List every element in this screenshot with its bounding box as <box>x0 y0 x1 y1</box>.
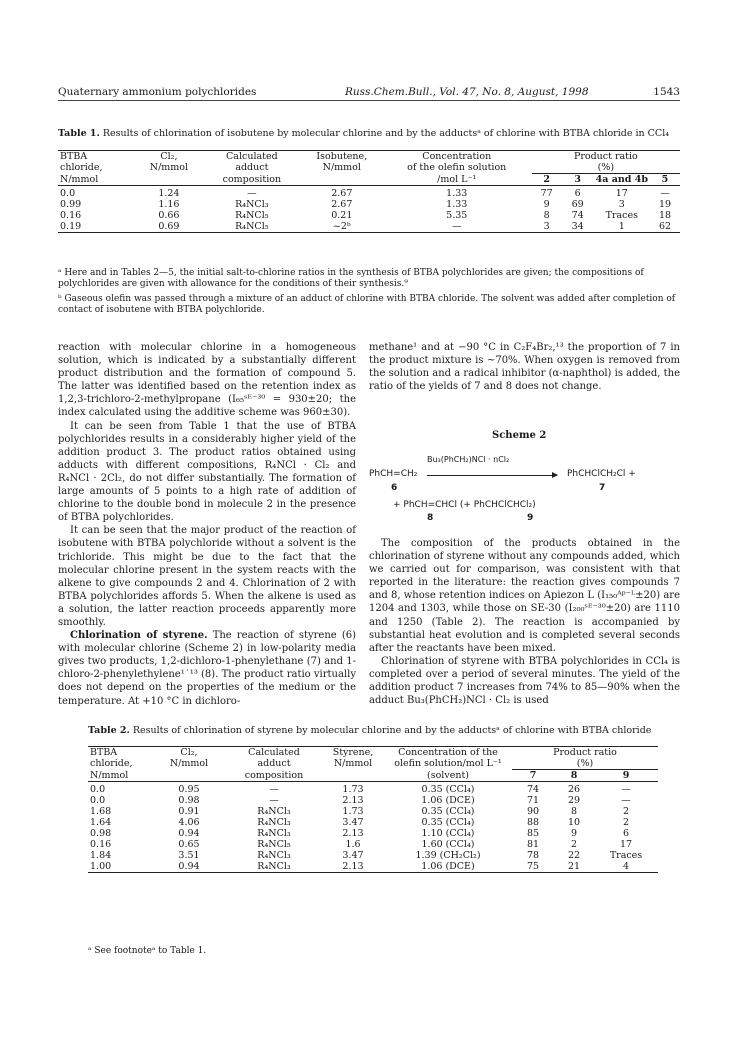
t2-cell: 90 <box>526 806 540 817</box>
t1-cell: 6 <box>574 188 581 199</box>
t1-cell: 3 <box>618 199 625 210</box>
table1-caption-text: Results of chlorination of isobutene by molecular chlorine and by the adductsᵃ of chlorine with BTBA chloride in CCl₄ <box>102 128 670 139</box>
t1-cell: 2.67 <box>331 188 353 199</box>
t2-cell: 29 <box>567 795 581 806</box>
t1-row <box>58 186 680 200</box>
t2-row <box>88 839 658 850</box>
right-paragraph-2: The composition of the products obtained in the chlorination of styrene without any compounds added, which we carried out for comparison, was consistent with that reported in the literature: the reaction gives compounds 7 and 8, whose retention indices on Apiezon L (I₁₅₀ᴬᵖ⁻ᴸ±20) are 1204 and 1303, while those on SE-30 (I₂₀₀ˢᴱ⁻³⁰±20) are 1110 and 1250 (Table 2). The reaction is accompanied by substantial heat evolution and is completed several seconds after the reactants have been mixed. <box>369 538 680 654</box>
t2-cell: R₄NCl₅ <box>257 839 291 850</box>
t1-row <box>58 199 680 210</box>
t2-cell: 9 <box>570 828 578 839</box>
t1-h5b: of the olefin solution <box>407 162 507 173</box>
t1-h1c: N/mmol <box>58 174 136 186</box>
t2-cell: 0.35 (CCl₄) <box>421 784 475 795</box>
left-column <box>58 341 356 708</box>
t1-cell: 1.16 <box>158 199 180 210</box>
t2-cell: 0.94 <box>152 861 226 873</box>
t1-sub-2: 2 <box>532 174 562 186</box>
t2-h3c: composition <box>226 770 322 782</box>
t2-h4a: Styrene, <box>322 747 384 759</box>
t2-h6a: Product ratio <box>512 747 658 759</box>
t2-sub-8: 8 <box>554 770 594 782</box>
t2-cell: 0.98 <box>90 828 112 839</box>
t2-cell: R₄NCl₃ <box>226 861 322 873</box>
t2-cell: — <box>269 784 279 795</box>
t2-cell: 26 <box>567 784 581 795</box>
t2-h5c: (solvent) <box>384 770 512 782</box>
scheme-reactant: PhCH=CH₂ <box>369 469 418 479</box>
table1 <box>58 150 680 233</box>
t1-cell: 19 <box>658 199 672 210</box>
scheme-title: Scheme 2 <box>492 430 547 441</box>
t1-cell: 2.67 <box>331 199 353 210</box>
t1-cell: R₄NCl₅ <box>202 221 302 233</box>
t2-cell: 1.73 <box>342 806 364 817</box>
t1-cell: 74 <box>571 210 584 221</box>
t1-cell: 62 <box>650 221 680 233</box>
t2-cell: 1.06 (DCE) <box>384 861 512 873</box>
table1-footnote-a: ᵃ Here and in Tables 2—5, the initial salt-to-chlorine ratios in the synthesis of BTBA polychlorides are given; the compositions of polychlorides are given with allowance for the conditions of their synthesis.⁹ <box>58 268 644 289</box>
page-number: 1543 <box>653 86 680 98</box>
right-column-top <box>369 341 680 393</box>
t2-cell: 21 <box>554 861 594 873</box>
t2-cell: 74 <box>526 784 540 795</box>
t1-h1a: BTBA <box>58 151 136 163</box>
t1-h5a: Concentration <box>382 151 532 163</box>
t2-h4b: N/mmol <box>333 758 373 769</box>
t1-h3a: Calculated <box>202 151 302 163</box>
t2-row <box>88 806 658 817</box>
section-heading-styrene: Chlorination of styrene. <box>70 630 208 642</box>
t2-cell: 0.0 <box>90 795 106 806</box>
t2-row <box>88 850 658 861</box>
right-paragraph-1: methane¹ and at −90 °C in C₂F₄Br₂,¹³ the proportion of 7 in the product mixture is ~70%. When oxygen is removed from the solution and a radical inhibitor (α-naphthol) is added, the ratio of the yields of 7 and 8 does not change. <box>369 342 680 393</box>
t2-h3b: adduct <box>257 758 291 769</box>
t2-cell: 3.51 <box>178 850 200 861</box>
scheme-num-7: 7 <box>599 483 606 493</box>
table2 <box>88 746 658 873</box>
t2-cell: — <box>621 795 631 806</box>
t2-cell: 0.16 <box>90 839 112 850</box>
t1-cell: 69 <box>571 199 584 210</box>
left-paragraph-1: reaction with molecular chlorine in a homogeneous solution, which is indicated by a substantially different product distribution and the formation of compound 5. The latter was identified based on the retention index as 1,2,3-trichloro-2-methylpropane (I₆₅ˢᴱ⁻³⁰ = 930±20; the index calculated using the additive scheme was 960±30). <box>58 342 356 419</box>
t2-sub-9: 9 <box>594 770 658 782</box>
scheme-product-7: PhCHClCH₂Cl + <box>567 469 636 479</box>
t2-cell: 2.13 <box>342 828 364 839</box>
t2-cell: 1.73 <box>342 784 364 795</box>
t1-h4b: N/mmol <box>322 162 361 173</box>
t2-cell: 1.60 (CCl₄) <box>421 839 475 850</box>
t2-cell: 1.84 <box>90 850 112 861</box>
t2-row <box>88 861 658 873</box>
t2-row <box>88 795 658 806</box>
t2-row <box>88 817 658 828</box>
t2-h5a: Concentration of the <box>384 747 512 759</box>
t2-cell: 88 <box>526 817 540 828</box>
t2-cell: 17 <box>619 839 633 850</box>
right-column-bottom <box>369 537 680 707</box>
t2-cell: 1.6 <box>345 839 361 850</box>
table1-footnote-b: ᵇ Gaseous olefin was passed through a mixture of an adduct of chlorine with BTBA chloride. The solvent was added after completion of contact of isobutene with BTBA polychloride. <box>58 294 676 315</box>
t2-cell: — <box>269 795 279 806</box>
t1-cell: 17 <box>615 188 628 199</box>
t2-cell: 0.98 <box>178 795 200 806</box>
t1-cell: — <box>382 221 532 233</box>
t2-cell: Traces <box>609 850 643 861</box>
t1-cell: — <box>247 188 257 199</box>
t2-row <box>88 782 658 796</box>
table2-footnote: ᵃ See footnoteᵃ to Table 1. <box>88 946 207 956</box>
reaction-arrow <box>427 475 557 476</box>
t2-h1c: N/mmol <box>88 770 152 782</box>
t2-cell: 81 <box>526 839 540 850</box>
t2-cell: 3.47 <box>342 850 364 861</box>
t1-cell: ~2ᵇ <box>302 221 382 233</box>
table1-caption <box>58 128 680 140</box>
t2-cell: 1.06 (DCE) <box>421 795 475 806</box>
t1-cell: 0.21 <box>331 210 353 221</box>
t1-cell: 0.0 <box>60 188 76 199</box>
t1-h6a: Product ratio <box>532 151 680 163</box>
t2-cell: R₄NCl₃ <box>257 817 291 828</box>
t2-cell: 0.95 <box>178 784 200 795</box>
t1-cell: 0.66 <box>158 210 180 221</box>
t1-cell: 5.35 <box>446 210 468 221</box>
table2-caption <box>88 725 680 737</box>
t1-h3c: composition <box>202 174 302 186</box>
t2-cell: 1.39 (CH₂Cl₂) <box>415 850 481 861</box>
t2-cell: 8 <box>570 806 578 817</box>
header-citation: Russ.Chem.Bull., Vol. 47, No. 8, August, 1998 <box>345 86 589 98</box>
t1-cell: 3 <box>532 221 562 233</box>
left-paragraph-4 <box>58 629 356 708</box>
t2-cell: 6 <box>622 828 630 839</box>
t1-cell: 1.33 <box>446 199 468 210</box>
table2-caption-text: Results of chlorination of styrene by molecular chlorine and by the adductsᵃ of chlorine with BTBA chloride <box>132 725 652 736</box>
t1-cell: 9 <box>543 199 550 210</box>
t1-sub-5: 5 <box>650 174 680 186</box>
t2-h1a: BTBA <box>88 747 152 759</box>
t2-h2a: Cl₂, <box>152 747 226 759</box>
t1-cell: 77 <box>540 188 553 199</box>
t2-cell: 10 <box>567 817 581 828</box>
t1-cell: 1.33 <box>446 188 468 199</box>
t1-cell: 1.24 <box>158 188 180 199</box>
t1-cell: — <box>660 188 670 199</box>
table1-label: Table 1. <box>58 128 100 139</box>
t2-cell: 2 <box>570 839 578 850</box>
t2-cell: 2 <box>622 817 630 828</box>
t1-cell: Traces <box>605 210 638 221</box>
t2-sub-7: 7 <box>512 770 554 782</box>
t2-cell: 22 <box>567 850 581 861</box>
t2-cell: 0.35 (CCl₄) <box>421 806 475 817</box>
t2-cell: 0.0 <box>90 784 106 795</box>
t1-h4a: Isobutene, <box>302 151 382 163</box>
t2-cell: R₄NCl₃ <box>257 850 291 861</box>
t2-cell: — <box>621 784 631 795</box>
t2-cell: 0.91 <box>178 806 200 817</box>
t1-cell: 1 <box>594 221 650 233</box>
t1-h3b: adduct <box>235 162 269 173</box>
left-paragraph-4-text: The reaction of styrene (6) with molecular chlorine (Scheme 2) in low-polarity media gives two products, 1,2-dichloro-1-phenylethane (7) and 1-chloro-2-phenylethylene¹˙¹³ (8). The product ratio virtually does not depend on the properties of the medium or the temperature. At +10 °C in dichloro- <box>58 630 356 707</box>
scheme-2 <box>369 455 680 535</box>
t2-cell: 2.13 <box>342 795 364 806</box>
t2-h3a: Calculated <box>226 747 322 759</box>
left-paragraph-2: It can be seen from Table 1 that the use of BTBA polychlorides results in a considerably higher yield of the addition product 3. The product ratios obtained using adducts with different compositions, R₄NCl · Cl₂ and R₄NCl · 2Cl₂, do not differ substantially. The formation of large amounts of 5 points to a high rate of addition of chlorine to the double bond in molecule 2 in the presence of BTBA polychlorides. <box>58 420 356 524</box>
t2-cell: 1.64 <box>90 817 112 828</box>
running-header <box>58 86 680 101</box>
t1-h6b: (%) <box>532 162 680 174</box>
scheme-reagent: Bu₃(PhCH₂)NCl · nCl₂ <box>427 455 510 464</box>
t2-cell: 4.06 <box>178 817 200 828</box>
t1-h2b: N/mmol <box>149 162 189 173</box>
t2-cell: 71 <box>526 795 540 806</box>
t2-cell: 0.94 <box>178 828 200 839</box>
t1-cell: R₄NCl₃ <box>235 199 269 210</box>
t2-cell: 2 <box>622 806 630 817</box>
table2-label: Table 2. <box>88 725 130 736</box>
scheme-line-2: + PhCH=CHCl (+ PhCHClCHCl₂) <box>393 500 536 510</box>
header-title: Quaternary ammonium polychlorides <box>58 86 257 98</box>
t1-cell: 18 <box>658 210 672 221</box>
t1-cell: 34 <box>562 221 594 233</box>
t2-cell: 0.35 (CCl₄) <box>421 817 475 828</box>
t1-row <box>58 221 680 233</box>
t2-cell: 75 <box>512 861 554 873</box>
t1-cell: 0.19 <box>58 221 136 233</box>
t2-cell: 4 <box>594 861 658 873</box>
t2-cell: 1.10 (CCl₄) <box>421 828 475 839</box>
right-paragraph-3: Chlorination of styrene with BTBA polychlorides in CCl₄ is completed over a period of several minutes. The yield of the addition product 7 increases from 74% to 85—90% when the adduct Bu₃(PhCH₂)NCl · Cl₂ is used <box>369 655 680 707</box>
t2-cell: 78 <box>526 850 540 861</box>
t2-cell: 2.13 <box>322 861 384 873</box>
scheme-num-9: 9 <box>527 513 534 523</box>
t1-h2a: Cl₂, <box>136 151 202 163</box>
t1-cell: 8 <box>543 210 550 221</box>
t2-cell: 0.65 <box>178 839 200 850</box>
t1-cell: 0.99 <box>60 199 82 210</box>
t1-cell: 0.69 <box>136 221 202 233</box>
t1-cell: 0.16 <box>60 210 82 221</box>
t1-sub-4ab: 4a and 4b <box>595 174 648 185</box>
t1-cell: R₄NCl₅ <box>235 210 269 221</box>
t2-cell: 3.47 <box>342 817 364 828</box>
scheme-num-6: 6 <box>391 483 398 493</box>
t1-sub-3: 3 <box>562 174 594 186</box>
t2-h5b: olefin solution/mol L⁻¹ <box>394 758 502 769</box>
t2-cell: 1.68 <box>90 806 112 817</box>
t1-h1b: chloride, <box>60 162 103 173</box>
t2-h1b: chloride, <box>90 758 133 769</box>
scheme-num-8: 8 <box>427 513 434 523</box>
t2-cell: R₄NCl₃ <box>257 806 291 817</box>
t1-h5c: /mol L⁻¹ <box>382 174 532 186</box>
t2-row <box>88 828 658 839</box>
t2-cell: R₄NCl₃ <box>257 828 291 839</box>
t1-row <box>58 210 680 221</box>
t2-cell: 1.00 <box>88 861 152 873</box>
t2-cell: 85 <box>526 828 540 839</box>
t2-h2b: N/mmol <box>169 758 209 769</box>
t2-h6b: (%) <box>512 758 658 770</box>
left-paragraph-3: It can be seen that the major product of the reaction of isobutene with BTBA polychloride without a solvent is the trichloride. This might be due to the fact that the molecular chlorine present in the system reacts with the alkene to give compounds 2 and 4. Chlorination of 2 with BTBA polychlorides affords 5. When the alkene is used as a solution, the latter reaction proceeds apparently more smoothly. <box>58 525 356 628</box>
